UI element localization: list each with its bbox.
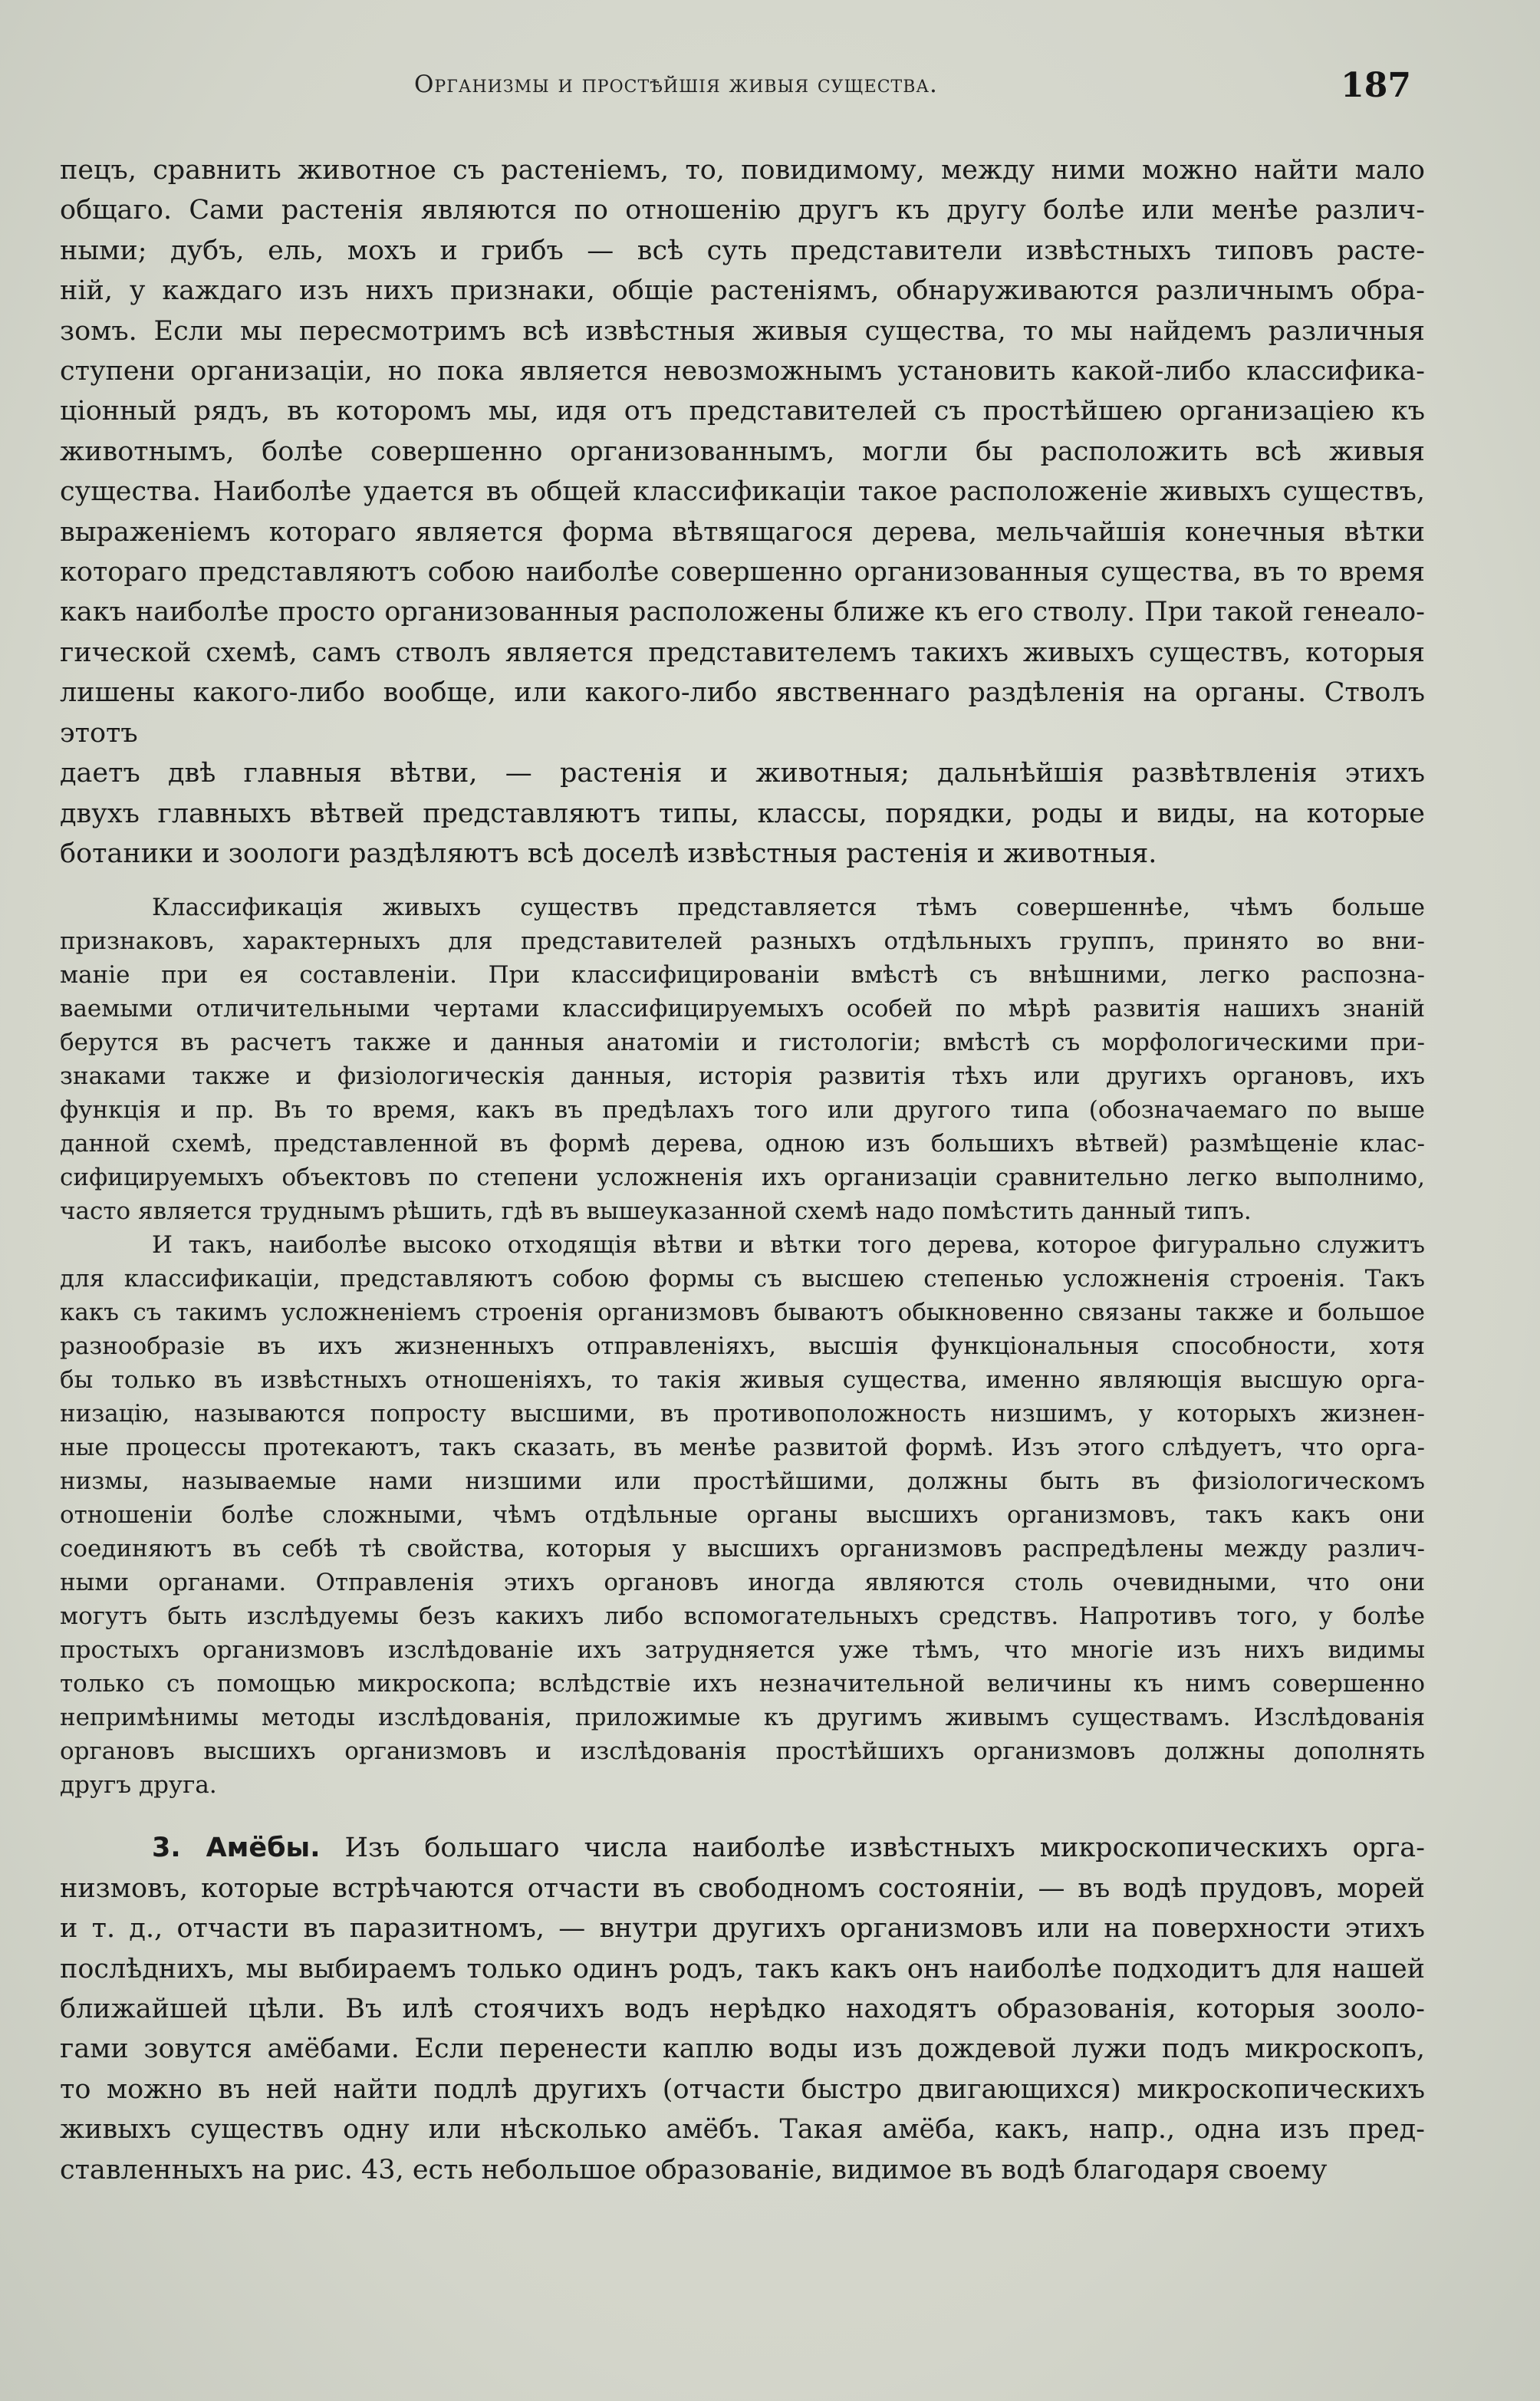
running-title: Организмы и простѣйшія живыя существа. [414, 71, 938, 98]
text-line [60, 1828, 1425, 1868]
text-line: только съ помощью микроскопа; вслѣдствіе ихъ незначительной величины къ нимъ совершенно [60, 1670, 1425, 1698]
paragraph-2 [60, 891, 1425, 1228]
page-number: 187 [1341, 66, 1411, 105]
text-line: соединяютъ въ себѣ тѣ свойства, которыя у высшихъ организмовъ распредѣлены между различ- [60, 1535, 1425, 1563]
text-line: бы только въ извѣстныхъ отношеніяхъ, то такія живыя существа, именно являющія высшую орга- [60, 1366, 1425, 1395]
text-line: простыхъ организмовъ изслѣдованіе ихъ затрудняется уже тѣмъ, что многіе изъ нихъ видимы [60, 1636, 1425, 1665]
text-line: ступени организаціи, но пока является невозможнымъ установить какой-либо классифика- [60, 356, 1425, 387]
text-line: существа. Наиболѣе удается въ общей классификаціи такое расположеніе живыхъ существъ, [60, 476, 1425, 508]
text-line: И такъ, наиболѣе высоко отходящія вѣтви и вѣтки того дерева, которое фигурально служитъ [152, 1231, 1425, 1260]
text-line: низмовъ, которые встрѣчаются отчасти въ свободномъ состояніи, — въ водѣ прудовъ, морей [60, 1872, 1425, 1904]
text-line: выраженіемъ котораго является форма вѣтвящагося дерева, мельчайшія конечныя вѣтки [60, 516, 1425, 548]
text-line: ными органами. Отправленія этихъ органовъ иногда являются столь очевидными, что они [60, 1569, 1425, 1597]
text-line: ставленныхъ на рис. 43, есть небольшое образованіе, видимое въ водѣ благодаря своему [60, 2154, 1328, 2185]
text-line: органовъ высшихъ организмовъ и изслѣдованія простѣйшихъ организмовъ должны дополнять [60, 1737, 1425, 1766]
body-text [60, 150, 1425, 2190]
text-line: маніе при ея составленіи. При классифицированіи вмѣстѣ съ внѣшними, легко распозна- [60, 961, 1425, 990]
text-line: отношеніи болѣе сложными, чѣмъ отдѣльные органы высшихъ организмовъ, такъ какъ они [60, 1501, 1425, 1530]
text-line: послѣднихъ, мы выбираемъ только одинъ родъ, такъ какъ онъ наиболѣе подходитъ для нашей [60, 1953, 1425, 1984]
text-line: часто является труднымъ рѣшить, гдѣ въ вышеуказанной схемѣ надо помѣстить данный типъ. [60, 1197, 1252, 1226]
text-line: зомъ. Если мы пересмотримъ всѣ извѣстныя живыя существа, то мы найдемъ различныя [60, 315, 1425, 347]
text-line: ближайшей цѣли. Въ илѣ стоячихъ водъ нерѣдко находятъ образованія, которыя зооло- [60, 1993, 1425, 2024]
text-line: гической схемѣ, самъ стволъ является представителемъ такихъ живыхъ существъ, которыя [60, 637, 1425, 668]
text-line: данной схемѣ, представленной въ формѣ дерева, одною изъ большихъ вѣтвей) размѣщеніе клас- [60, 1130, 1425, 1158]
text-line: гами зовутся амёбами. Если перенести каплю воды изъ дождевой лужи подъ микроскопъ, [60, 2034, 1425, 2065]
text-line: Классификація живыхъ существъ представляется тѣмъ совершеннѣе, чѣмъ больше [152, 894, 1425, 922]
text-line: то можно въ ней найти подлѣ другихъ (отчасти быстро двигающихся) микроскопическихъ [60, 2073, 1425, 2105]
text-line: ваемыми отличительными чертами классифицируемыхъ особей по мѣрѣ развитія нашихъ знаній [60, 995, 1425, 1023]
text-line: пецъ, сравнить животное съ растеніемъ, то, повидимому, между ними можно найти мало [60, 155, 1425, 186]
text-line: низмы, называемые нами низшими или простѣйшими, должны быть въ физіологическомъ [60, 1467, 1425, 1496]
section-heading: 3. Амёбы. [152, 1833, 321, 1864]
text-line: сифицируемыхъ объектовъ по степени усложненія ихъ организаціи сравнительно легко выполнимо, [60, 1164, 1425, 1192]
text-line: для классификаціи, представляютъ собою формы съ высшею степенью усложненія строенія. Такъ [60, 1265, 1425, 1293]
text-line: котораго представляютъ собою наиболѣе совершенно организованныя существа, въ то время [60, 557, 1425, 588]
text-line: какъ наиболѣе просто организованныя расположены ближе къ его стволу. При такой генеало- [60, 597, 1425, 628]
text-line: ные процессы протекаютъ, такъ сказать, въ менѣе развитой формѣ. Изъ этого слѣдуетъ, что орга- [60, 1434, 1425, 1462]
text-line: функція и пр. Въ то время, какъ въ предѣлахъ того или другого типа (обозначаемаго по выше [60, 1096, 1425, 1125]
text-line: могутъ быть изслѣдуемы безъ какихъ либо вспомогательныхъ средствъ. Напротивъ того, у болѣе [60, 1602, 1425, 1631]
paragraph-1 [60, 150, 1425, 874]
text-line: разнообразіе въ ихъ жизненныхъ отправленіяхъ, высшія функціональныя способности, хотя [60, 1332, 1425, 1361]
page-header [414, 66, 1411, 117]
text-line: ціонный рядъ, въ которомъ мы, идя отъ представителей съ простѣйшею организаціею къ [60, 396, 1425, 427]
text-line-content: Изъ большаго числа наиболѣе извѣстныхъ микроскопическихъ орга- [320, 1833, 1425, 1864]
paragraph-4 [60, 1828, 1425, 2190]
text-line: другъ друга. [60, 1771, 217, 1800]
text-line: признаковъ, характерныхъ для представителей разныхъ отдѣльныхъ группъ, принято во вни- [60, 927, 1425, 956]
text-line: даетъ двѣ главныя вѣтви, — растенія и животныя; дальнѣйшія развѣтвленія этихъ [60, 758, 1425, 789]
text-line: лишены какого-либо вообще, или какого-либо явственнаго раздѣленія на органы. Стволъ этотъ [60, 677, 1425, 749]
text-line: какъ съ такимъ усложненіемъ строенія организмовъ бываютъ обыкновенно связаны также и большое [60, 1299, 1425, 1327]
text-line: ботаники и зоологи раздѣляютъ всѣ доселѣ извѣстныя растенія и животныя. [60, 838, 1157, 869]
paragraph-3 [60, 1228, 1425, 1802]
text-line: ній, у каждаго изъ нихъ признаки, общіе растеніямъ, обнаруживаются различнымъ обра- [60, 275, 1425, 307]
text-line: берутся въ расчетъ также и данныя анатоміи и гистологіи; вмѣстѣ съ морфологическими при- [60, 1029, 1425, 1057]
text-line: знаками также и физіологическія данныя, исторія развитія тѣхъ или другихъ органовъ, ихъ [60, 1062, 1425, 1091]
text-line: двухъ главныхъ вѣтвей представляютъ типы, классы, порядки, роды и виды, на которые [60, 798, 1425, 829]
text-line: ными; дубъ, ель, мохъ и грибъ — всѣ суть представители извѣстныхъ типовъ расте- [60, 235, 1425, 266]
text-line: живыхъ существъ одну или нѣсколько амёбъ. Такая амёба, какъ, напр., одна изъ пред- [60, 2114, 1425, 2146]
text-line: непримѣнимы методы изслѣдованія, приложимые къ другимъ живымъ существамъ. Изслѣдованія [60, 1704, 1425, 1732]
text-line: общаго. Сами растенія являются по отношенію другъ къ другу болѣе или менѣе различ- [60, 195, 1425, 226]
text-line: низацію, называются попросту высшими, въ противоположность низшимъ, у которыхъ жизнен- [60, 1400, 1425, 1428]
text-line: животнымъ, болѣе совершенно организованнымъ, могли бы расположить всѣ живыя [60, 436, 1425, 467]
text-line: и т. д., отчасти въ паразитномъ, — внутри другихъ организмовъ или на поверхности этихъ [60, 1913, 1425, 1945]
